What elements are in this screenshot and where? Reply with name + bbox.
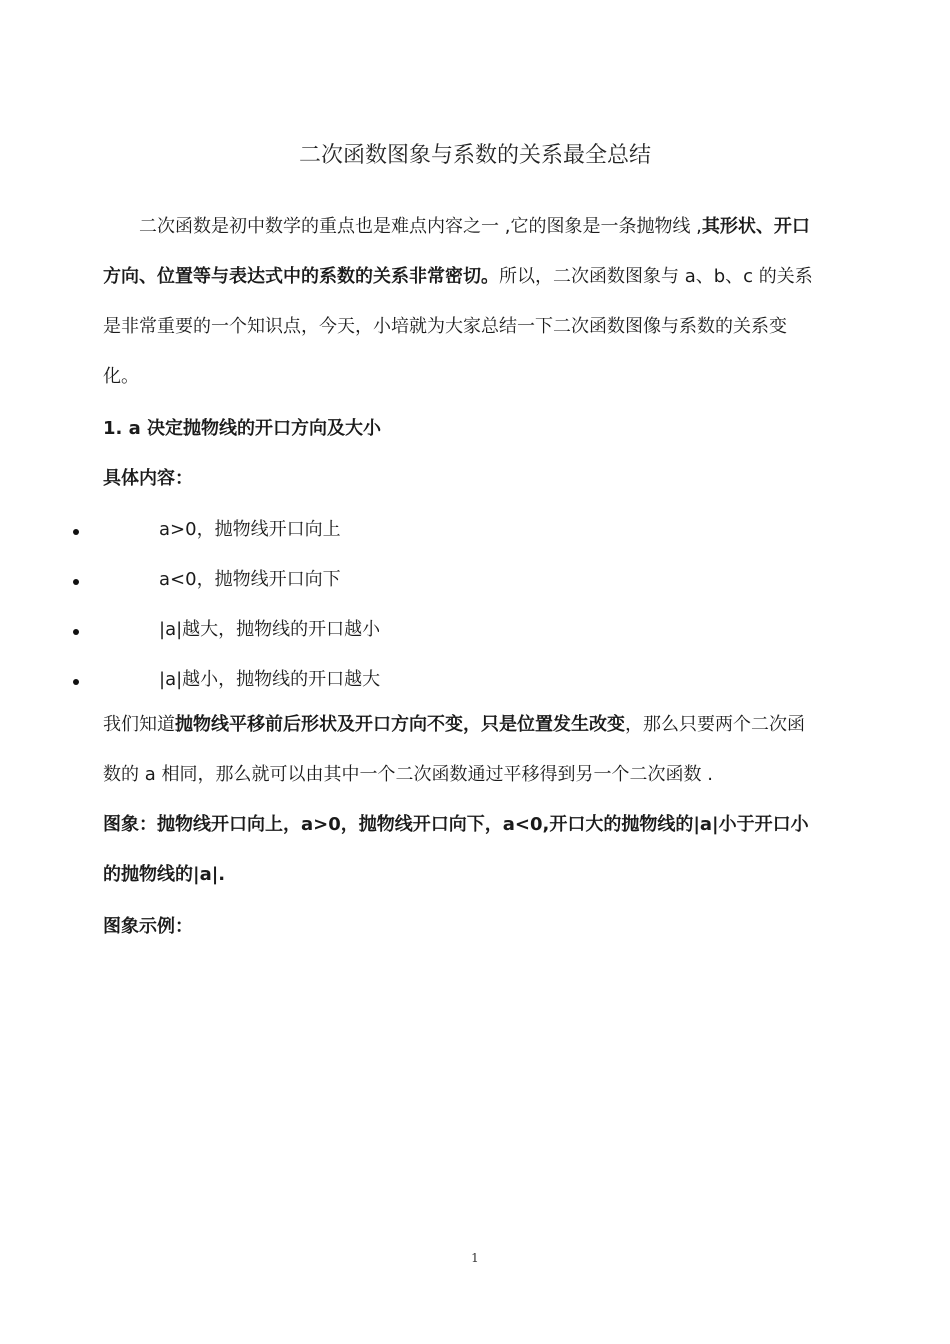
bullet-dot-icon — [73, 579, 79, 585]
intro-bold-text: 其形状、开口方向、位置等与表达式中的系数的关系非常密切。 — [103, 216, 810, 287]
bullet-item — [0, 565, 950, 595]
document-title: 二次函数图象与系数的关系最全总结 — [298, 143, 651, 168]
translation-text-1: 我们知道 — [103, 714, 175, 735]
figure-note: 图象：抛物线开口向上，a>0，抛物线开口向下，a<0,开口大的抛物线的|a|小于开口小的抛物线的|a|. — [103, 814, 809, 885]
content-label: 具体内容： — [103, 468, 193, 489]
bullet-item — [0, 665, 950, 695]
bullet-text: a>0，抛物线开口向上 — [159, 519, 341, 540]
bullet-text: a<0，抛物线开口向下 — [159, 569, 341, 590]
intro-text-2: 所以，二次函数图象与 a、b、c 的关系是非常重要的一个知识点，今天，小培就为大家总结一下二次函数图像与系数的关系变化。 — [103, 266, 813, 387]
page-number: 1 — [471, 1251, 479, 1265]
translation-text-2: ，那么只要两个二次函数的 a 相同，那么就可以由其中一个二次函数通过平移得到另一个二次函数 . — [103, 714, 805, 785]
intro-paragraph — [103, 202, 813, 402]
section-heading: 1. a 决定抛物线的开口方向及大小 — [103, 418, 382, 439]
bullet-dot-icon — [73, 679, 79, 685]
bullet-dot-icon — [73, 529, 79, 535]
example-label: 图象示例： — [103, 916, 193, 937]
translation-paragraph — [103, 700, 813, 800]
bullet-item — [0, 615, 950, 645]
translation-bold-text: 抛物线平移前后形状及开口方向不变，只是位置发生改变 — [175, 714, 625, 735]
bullet-item — [0, 515, 950, 545]
intro-text-1: 二次函数是初中数学的重点也是难点内容之一 ,它的图象是一条抛物线 , — [139, 216, 702, 237]
bullet-text: |a|越小，抛物线的开口越大 — [159, 669, 381, 690]
bullet-dot-icon — [73, 629, 79, 635]
bullet-text: |a|越大，抛物线的开口越小 — [159, 619, 381, 640]
